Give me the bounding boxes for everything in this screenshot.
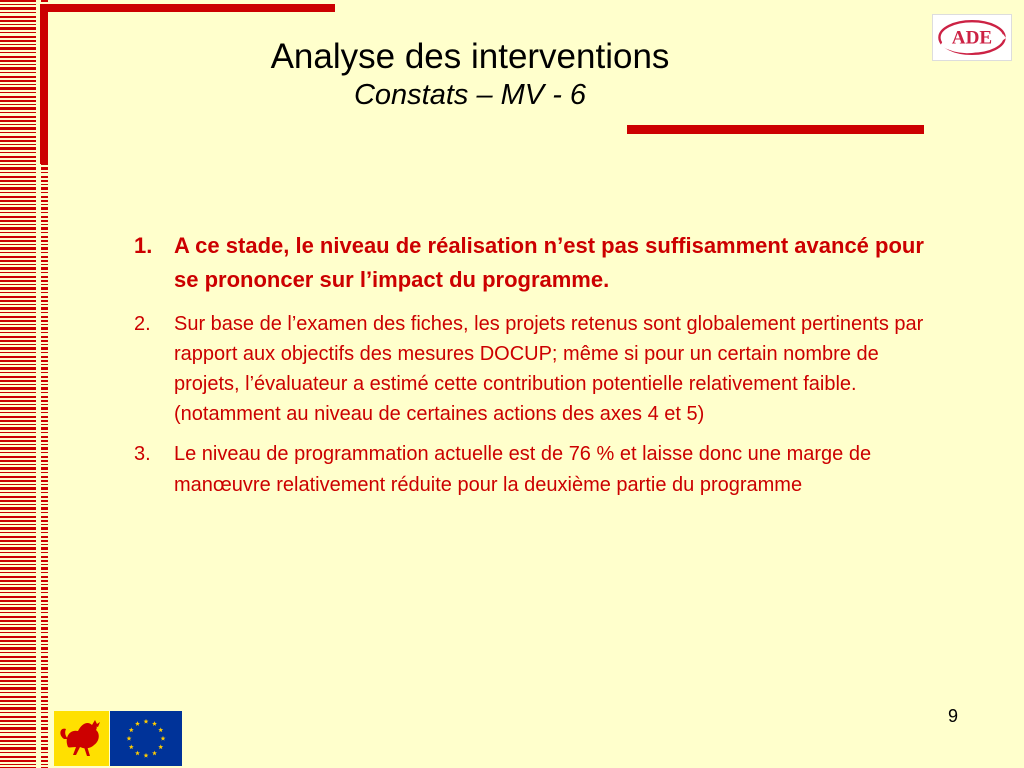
list-item-number: 2. <box>134 313 151 335</box>
list-item-number: 3. <box>134 443 151 465</box>
wallonia-rooster-flag-icon <box>54 711 109 766</box>
list-item-text: Le niveau de programmation actuelle est de 76 % et laisse donc une marge de manœuvre relativement réduite pour la deuxième partie du programme <box>174 443 872 496</box>
ade-logo <box>932 14 1012 61</box>
list-item-text: Sur base de l’examen des fiches, les projets retenus sont globalement pertinents par rapport aux objectifs des mesures DOCUP; même si pour un certain nombre de projets, l’évaluateur a estimé cette contribution potentielle relativement faible. (notamment au niveau de certaines actions des axes 4 et 5) <box>174 313 924 425</box>
logo-text: ADE <box>951 27 993 49</box>
list-item-number: 1. <box>134 233 153 258</box>
list-item <box>134 309 934 429</box>
title-underline-bar <box>627 125 924 134</box>
left-red-bar <box>40 4 48 164</box>
list-item <box>134 229 934 297</box>
page-number: 9 <box>948 706 959 726</box>
eu-stars-flag-icon <box>110 711 182 766</box>
list-item-text: A ce stade, le niveau de réalisation n’est pas suffisamment avancé pour se prononcer sur l’impact du programme. <box>174 233 924 292</box>
list-item <box>134 439 934 501</box>
slide-title-block <box>170 36 770 113</box>
slide-subtitle: Constats – MV - 6 <box>353 79 587 111</box>
numbered-list <box>134 229 934 501</box>
top-red-bar <box>40 4 335 12</box>
slide-title: Analyse des interventions <box>270 37 670 76</box>
